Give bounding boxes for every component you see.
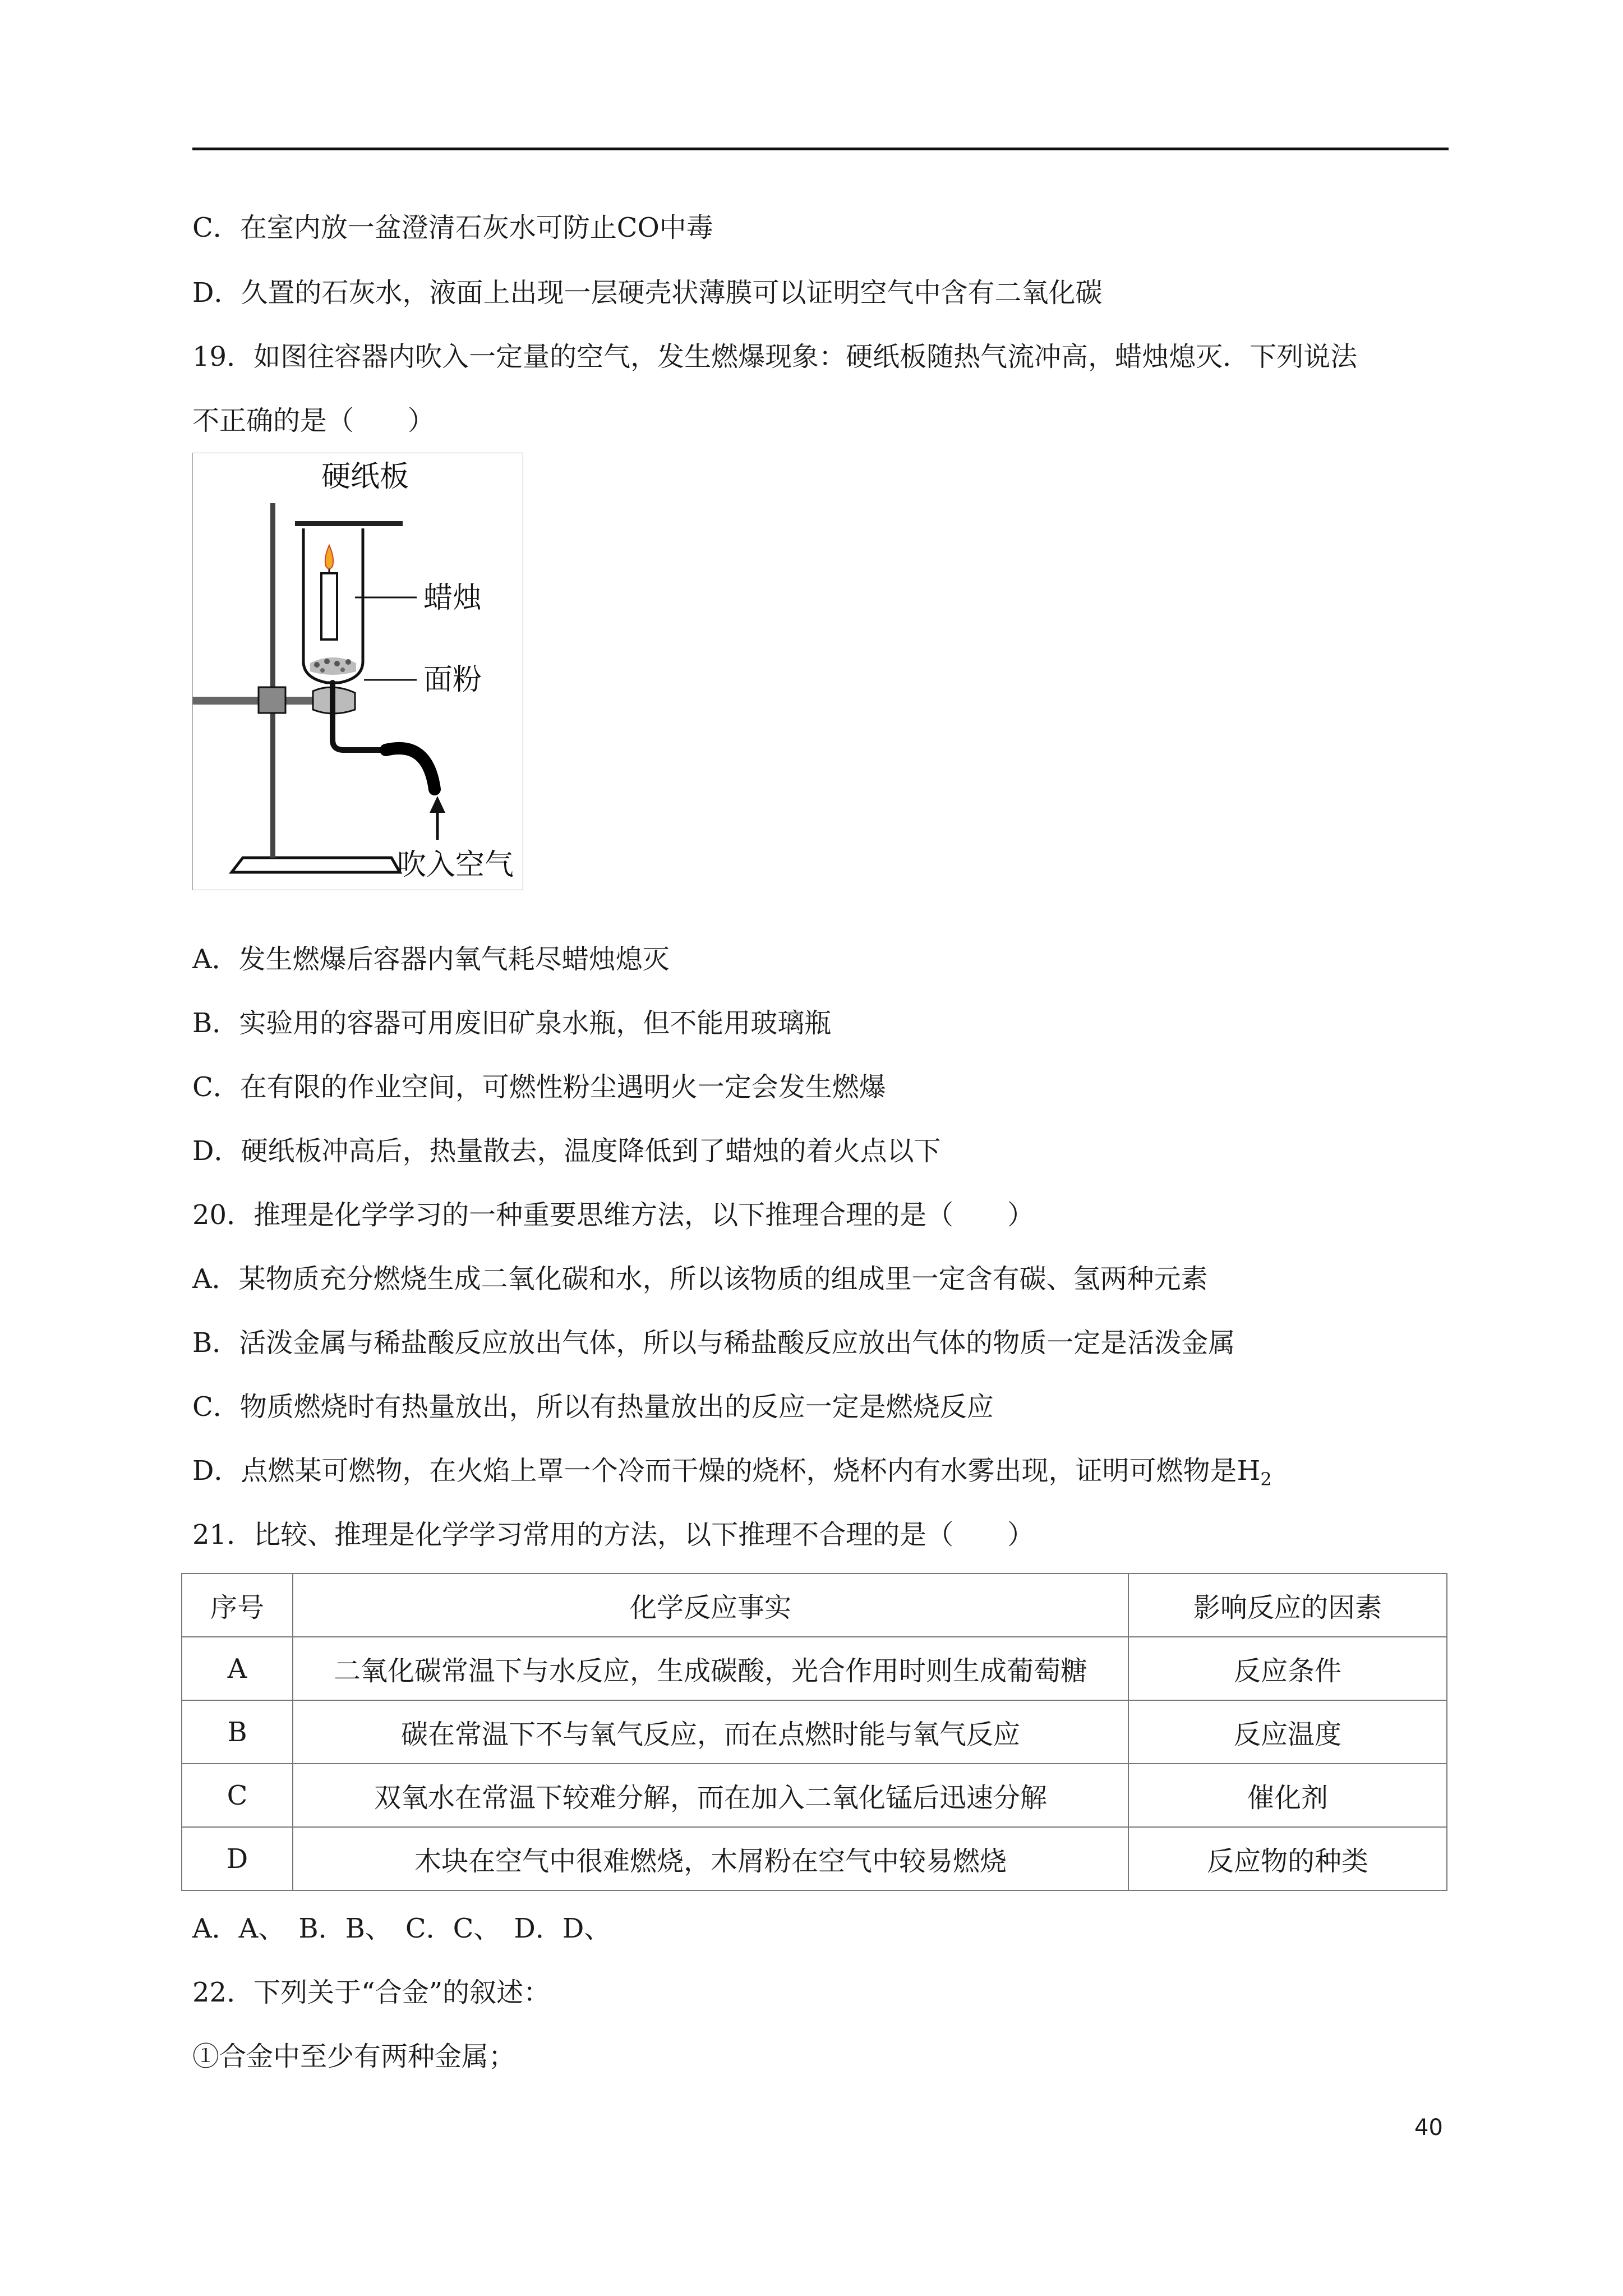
label-cardboard: 硬纸板 (321, 460, 409, 494)
q18-option-d: D．久置的石灰水，液面上出现一层硬壳状薄膜可以证明空气中含有二氧化碳 (192, 277, 1103, 309)
label-candle: 蜡烛 (423, 581, 482, 615)
q20-option-b: B．活泼金属与稀盐酸反应放出气体，所以与稀盐酸反应放出气体的物质一定是活泼金属 (192, 1327, 1235, 1359)
subscript-2: 2 (1260, 1469, 1272, 1490)
stand-rod (270, 503, 275, 858)
table-cell: 双氧水在常温下较难分解，而在加入二氧化锰后迅速分解 (293, 1764, 1128, 1827)
q20-stem: 20．推理是化学学习的一种重要思维方法，以下推理合理的是（ ） (192, 1199, 1035, 1231)
table-cell: 反应温度 (1128, 1700, 1447, 1764)
label-blow-air: 吹入空气 (397, 848, 514, 882)
table-cell: B (182, 1700, 293, 1764)
clamp-boss (259, 687, 285, 713)
q22-item-1: ①合金中至少有两种金属； (192, 2041, 516, 2072)
table-row (182, 1700, 1447, 1764)
q20-option-c: C．物质燃烧时有热量放出，所以有热量放出的反应一定是燃烧反应 (192, 1391, 994, 1423)
q19-option-d: D．硬纸板冲高后，热量散去，温度降低到了蜡烛的着火点以下 (192, 1135, 941, 1167)
candle (321, 573, 337, 639)
q20-option-d (192, 1454, 1272, 1496)
cardboard-lid (295, 521, 403, 526)
q19-stem-line1: 19．如图往容器内吹入一定量的空气，发生燃爆现象：硬纸板随热气流冲高，蜡烛熄灭．下列说法 (192, 341, 1358, 372)
table-cell: 二氧化碳常温下与水反应，生成碳酸，光合作用时则生成葡萄糖 (293, 1637, 1128, 1700)
table-cell: 碳在常温下不与氧气反应，而在点燃时能与氧气反应 (293, 1700, 1128, 1764)
label-flour: 面粉 (423, 663, 482, 697)
q20-option-a: A．某物质充分燃烧生成二氧化碳和水，所以该物质的组成里一定含有碳、氢两种元素 (192, 1263, 1208, 1295)
table-cell: A (182, 1637, 293, 1700)
table-cell: D (182, 1827, 293, 1890)
table-header-row (182, 1573, 1447, 1637)
table-cell: 反应条件 (1128, 1637, 1447, 1700)
q19-option-b: B．实验用的容器可用废旧矿泉水瓶，但不能用玻璃瓶 (192, 1007, 832, 1039)
table-row (182, 1637, 1447, 1700)
table-cell: 反应物的种类 (1128, 1827, 1447, 1890)
table-header: 影响反应的因素 (1128, 1573, 1447, 1637)
header-rule (192, 148, 1449, 150)
q20-option-d-text: D．点燃某可燃物，在火焰上罩一个冷而干燥的烧杯，烧杯内有水雾出现，证明可燃物是H (192, 1455, 1261, 1487)
q21-stem: 21．比较、推理是化学学习常用的方法，以下推理不合理的是（ ） (192, 1519, 1035, 1550)
stand-base (232, 858, 400, 872)
q19-option-c: C．在有限的作业空间，可燃性粉尘遇明火一定会发生燃爆 (192, 1071, 886, 1103)
q21-options: A．A、 B．B、 C．C、 D．D、 (192, 1913, 611, 1944)
table-cell: 木块在空气中很难燃烧，木屑粉在空气中较易燃烧 (293, 1827, 1128, 1890)
table-row (182, 1827, 1447, 1890)
dust-explosion-apparatus-figure (192, 453, 523, 890)
page-number: 40 (1414, 2115, 1443, 2141)
q19-option-a: A．发生燃爆后容器内氧气耗尽蜡烛熄灭 (192, 944, 670, 975)
table-cell: 催化剂 (1128, 1764, 1447, 1827)
table-header: 化学反应事实 (293, 1573, 1128, 1637)
q22-stem: 22．下列关于“合金”的叙述： (192, 1977, 551, 2008)
table-row (182, 1764, 1447, 1827)
q18-option-c: C．在室内放一盆澄清石灰水可防止CO中毒 (192, 212, 713, 243)
q19-stem-line2: 不正确的是（ ） (192, 405, 435, 436)
table-cell: C (182, 1764, 293, 1827)
table-header: 序号 (182, 1573, 293, 1637)
q21-table (181, 1573, 1447, 1891)
